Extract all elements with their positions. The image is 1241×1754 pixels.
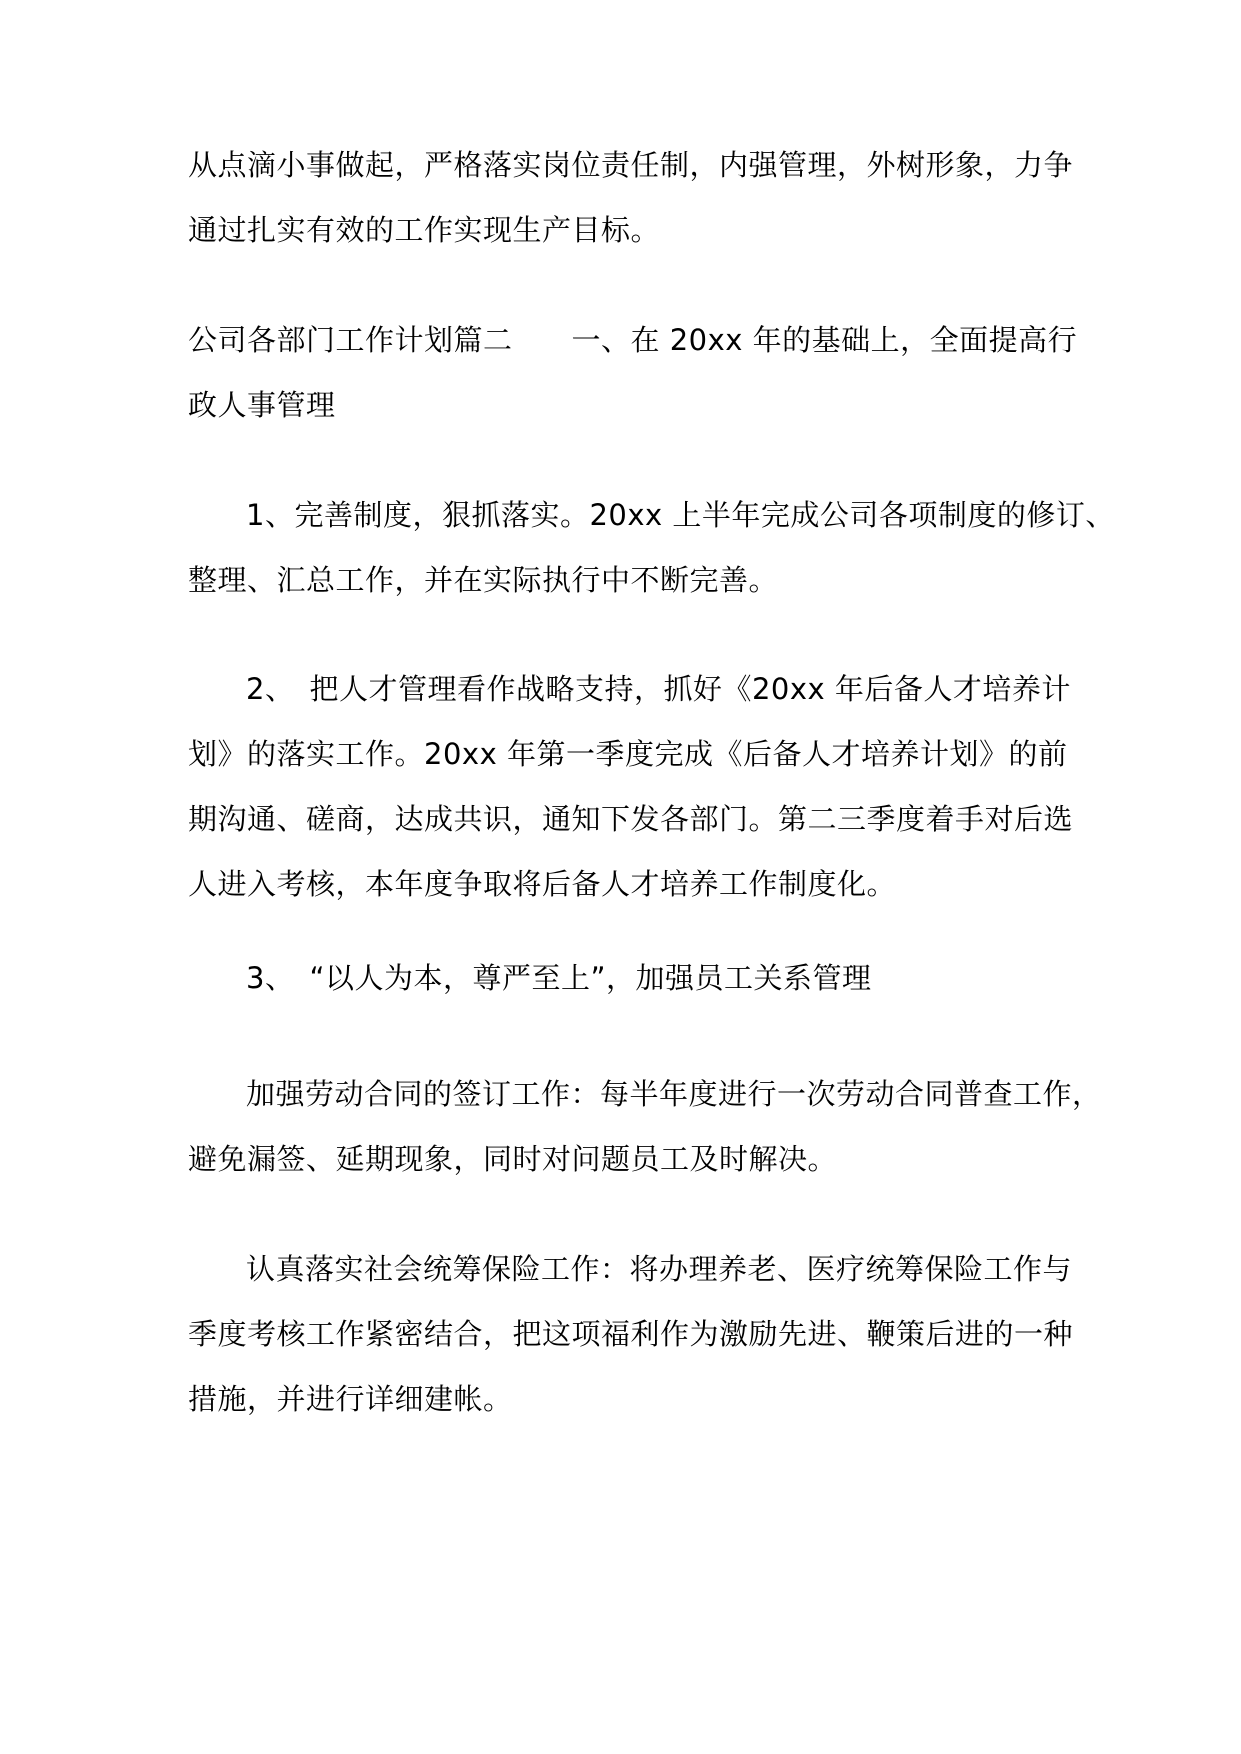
paragraph-line: 人进入考核，本年度争取将后备人才培养工作制度化。 [188, 867, 897, 901]
paragraph-4 [188, 657, 1074, 917]
paragraph-1 [188, 133, 1074, 263]
paragraph-7 [188, 1237, 1074, 1432]
paragraph-2-section-heading [188, 308, 1078, 438]
paragraph-line: 措施，并进行详细建帐。 [188, 1382, 513, 1416]
paragraph-line: 期沟通、磋商，达成共识，通知下发各部门。第二三季度着手对后选 [188, 802, 1074, 836]
paragraph-5 [188, 946, 1068, 1011]
paragraph-line: 避免漏签、延期现象，同时对问题员工及时解决。 [188, 1142, 838, 1176]
paragraph-3 [188, 483, 1115, 613]
paragraph-line: 通过扎实有效的工作实现生产目标。 [188, 213, 661, 247]
paragraph-line: 划》的落实工作。20xx 年第一季度完成《后备人才培养计划》的前 [188, 737, 1068, 771]
paragraph-line: 公司各部门工作计划篇二 一、在 20xx 年的基础上，全面提高行 [188, 323, 1078, 357]
paragraph-line: 整理、汇总工作，并在实际执行中不断完善。 [188, 563, 779, 597]
paragraph-line: 3、 “以人为本，尊严至上”，加强员工关系管理 [246, 961, 872, 995]
paragraph-line: 季度考核工作紧密结合，把这项福利作为激励先进、鞭策后进的一种 [188, 1317, 1074, 1351]
paragraph-line: 2、 把人才管理看作战略支持，抓好《20xx 年后备人才培养计 [246, 672, 1071, 706]
paragraph-6 [188, 1062, 1102, 1192]
paragraph-line: 从点滴小事做起，严格落实岗位责任制，内强管理，外树形象，力争 [188, 148, 1074, 182]
paragraph-line: 加强劳动合同的签订工作：每半年度进行一次劳动合同普查工作， [246, 1077, 1102, 1111]
paragraph-line: 认真落实社会统筹保险工作：将办理养老、医疗统筹保险工作与 [246, 1252, 1073, 1286]
paragraph-line: 政人事管理 [188, 388, 336, 422]
paragraph-line: 1、完善制度，狠抓落实。20xx 上半年完成公司各项制度的修订、 [246, 498, 1115, 532]
